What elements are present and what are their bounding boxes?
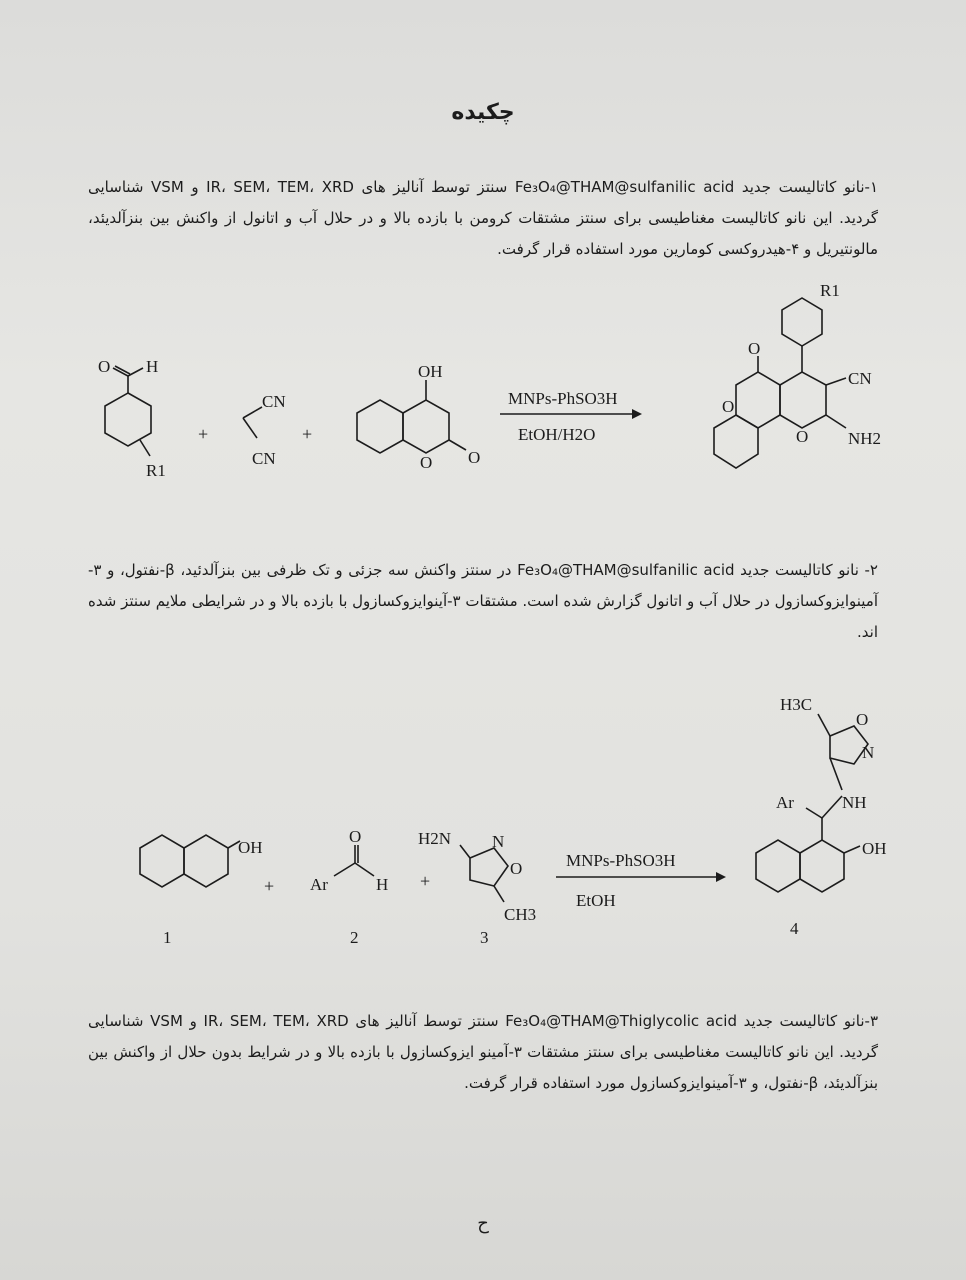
isoxazole-ch3-label: CH3 <box>504 905 537 924</box>
catalyst-label-2: MNPs-PhSO3H <box>566 851 676 870</box>
naphthol-oh-label: OH <box>238 838 263 857</box>
isoxazole-o-label: O <box>510 859 523 878</box>
scheme-1 <box>0 280 966 510</box>
paragraph-3: ۳-نانو کاتالیست جدید Fe₃O₄@THAM@Thiglycolic acid سنتز توسط آنالیز های IR، SEM، TEM، XRD و VSM شناسایی گردید. این نانو کاتالیست مغناطیسی برای سنتز مشتقات ۳-آمینو ایزوکسازول با بازده بالا و در شرایط بدون حلال از واکنش بین بنزآلدیئد، β-نفتول، و ۳-آمینوایزوکسازول مورد استفاده قرار گرفت. <box>88 1012 879 1092</box>
product-r1-label: R1 <box>820 281 840 300</box>
product-pyran-o-label: O <box>796 427 809 446</box>
product-isoxazole-o-label: O <box>856 710 869 729</box>
product-isoxazole-n-label: N <box>862 743 875 762</box>
scheme-2 <box>0 680 966 960</box>
aminoalkylnaphthol-product-structure <box>756 695 887 938</box>
aldehyde-h-label: H <box>146 357 159 376</box>
coumarin-ring-o-label: O <box>420 453 433 472</box>
coumarin-carbonyl-o-label: O <box>468 448 481 467</box>
conditions-label-1: EtOH/H2O <box>518 425 596 444</box>
chromene-product-structure <box>714 281 881 468</box>
isoxazole-n-label: N <box>492 832 505 851</box>
aldehyde-ar-label: Ar <box>310 875 328 894</box>
aldehyde-r1-label: R1 <box>146 461 166 480</box>
compound-number-3: 3 <box>480 928 489 947</box>
paragraph-1: ۱-نانو کاتالیست جدید Fe₃O₄@THAM@sulfanilic acid سنتز توسط آنالیز های IR، SEM، TEM، XRD و VSM شناسایی گردید. این نانو کاتالیست مغناطیسی برای سنتز مشتقات کرومن با بازده بالا و در حلال آب و اتانول از واکنش بین بنزآلدیئد، مالونتیریل و ۴-هیدروکسی کومارین مورد استفاده قرار گرفت. <box>88 178 879 258</box>
product-carbonyl-o-label: O <box>748 339 761 358</box>
product-nh2-label: NH2 <box>848 429 882 448</box>
hydroxycoumarin-structure <box>357 362 480 472</box>
page-title: چکیده <box>451 100 515 125</box>
product-oh-label: OH <box>862 839 887 858</box>
plus-sign-2: + <box>302 424 313 444</box>
plus-sign-1: + <box>198 424 209 444</box>
naphthol-structure <box>140 835 263 947</box>
product-lactone-o-label: O <box>722 397 735 416</box>
aldehyde-o-label: O <box>98 357 111 376</box>
aryl-aldehyde-structure <box>310 827 388 947</box>
catalyst-label-1: MNPs-PhSO3H <box>508 389 618 408</box>
benzaldehyde-structure <box>98 357 166 480</box>
compound-number-4: 4 <box>790 919 799 938</box>
paragraph-2: ۲- نانو کاتالیست جدید Fe₃O₄@THAM@sulfanilic acid در سنتز واکنش سه جزئی و تک ظرفی بین بنزآلدئید، β-نفتول، و ۳-آمینوایزوکسازول در حلال آب و اتانول گزارش شده است. مشتقات ۳-آینوایزوکسازول با بازده بالا و در شرایطی ملایم سنتز شده اند. <box>88 561 879 641</box>
aminoisoxazole-structure <box>418 829 536 947</box>
plus-sign-3: + <box>264 876 275 896</box>
product-nh-label: NH <box>842 793 867 812</box>
compound-number-2: 2 <box>350 928 359 947</box>
aldehyde-h-label-2: H <box>376 875 389 894</box>
plus-sign-4: + <box>420 871 431 891</box>
page-number: ح <box>477 1213 489 1234</box>
aldehyde-o-label-2: O <box>349 827 362 846</box>
coumarin-oh-label: OH <box>418 362 443 381</box>
malononitrile-structure <box>243 392 286 468</box>
product-ar-label: Ar <box>776 793 794 812</box>
cn-label-top: CN <box>262 392 286 411</box>
cn-label-bottom: CN <box>252 449 276 468</box>
product-cn-label: CN <box>848 369 872 388</box>
conditions-label-2: EtOH <box>576 891 616 910</box>
compound-number-1: 1 <box>163 928 172 947</box>
product-h3c-label: H3C <box>780 695 813 714</box>
amine-h2n-label: H2N <box>418 829 452 848</box>
